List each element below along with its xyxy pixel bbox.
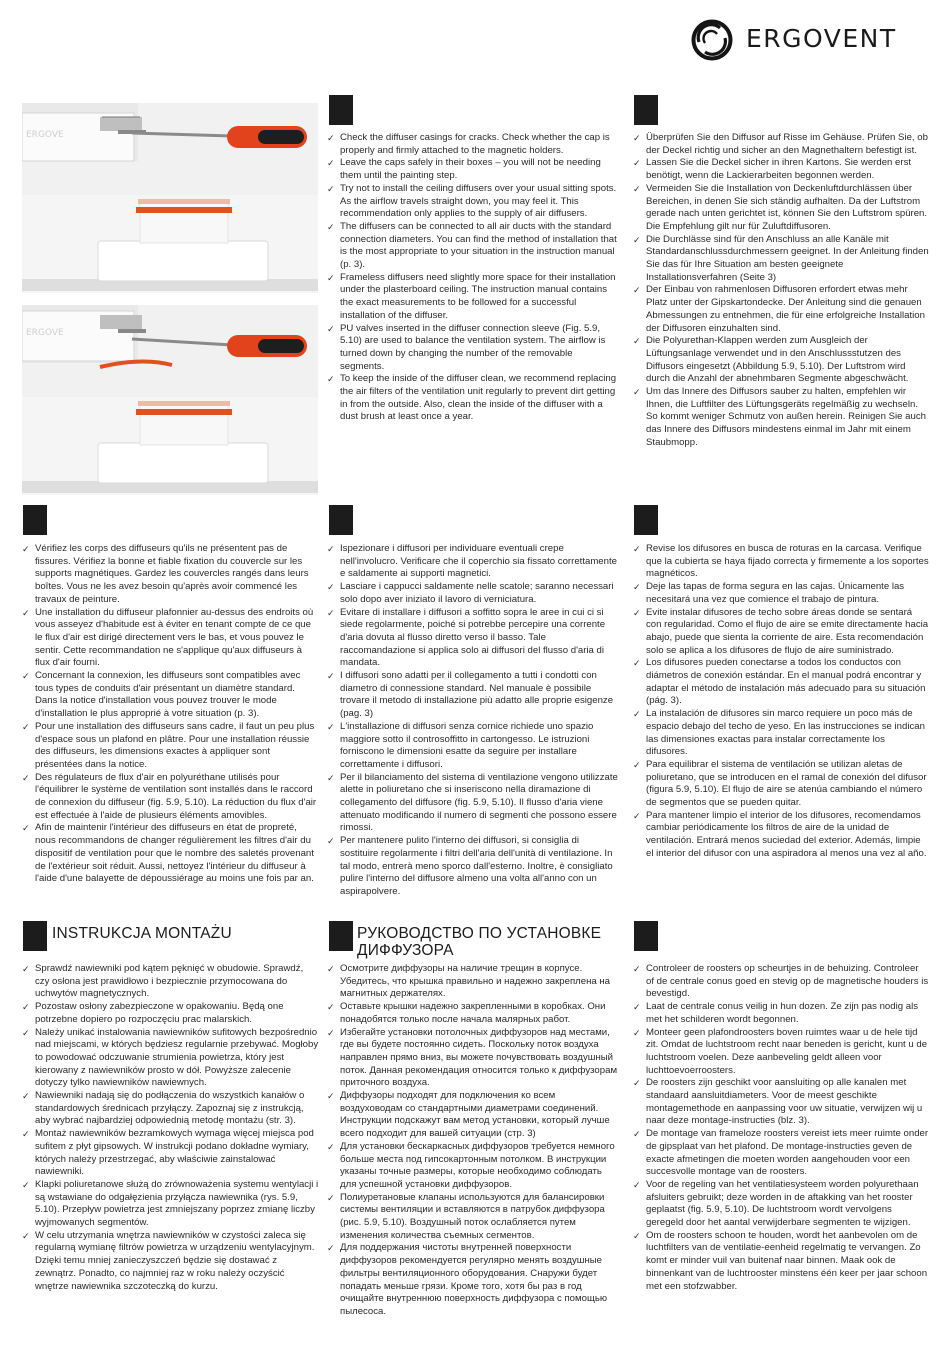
section-nl (633, 963, 929, 1293)
list-item: ✓ Los difusores pueden conectarse a todos los conductos con diámetros de conexión estándar. En el manual podrá encontrar y adaptar el método de instalación más adecuado para su situación (pág. 3). (633, 657, 929, 708)
list-item: ✓ Para mantener limpio el interior de los difusores, recomendamos cambiar periódicamente los filtros de aire de la unidad de ventilación. Entrará menos suciedad del exterior. Además, limpie el interior del difusor con una aspiradora al menos una vez al año. (633, 810, 929, 861)
list-item: ✓ Om de roosters schoon te houden, wordt het aanbevolen om de luchtfilters van de ventilatie-eenheid regelmatig te vervangen. Zo komt er minder vuil van buitenaf naar binnen. Maak ook de binnenkant van de luchtrooster minstens één keer per jaar schoon met een stofzwabber. (633, 1230, 929, 1294)
list-item: ✓ The diffusers can be connected to all air ducts with the standard connection diameters. You can find the method of installation that is the most appropriate to your situation in the instruction manual (p. 3). (327, 221, 619, 272)
list-item: ✓ Ispezionare i diffusori per individuare eventuali crepe nell'involucro. Verificare che il coperchio sia fissato correttamente e saldamente ai supporti magnetici. (327, 543, 620, 581)
list-item: ✓ Para equilibrar el sistema de ventilación se utilizan aletas de poliuretano, que se introducen en el ramal de conexión del difusor (figura 5.9, 5.10). El flujo de aire se atenúa cambiando el número de segmentos que se pueden quitar. (633, 759, 929, 810)
list-item: ✓ Der Einbau von rahmenlosen Diffusoren erfordert etwas mehr Platz unter der Gipskartondecke. Der Anleitung sind die genauen Abmessungen zu entnehmen, die für eine erfolgreiche Installation der Diffusoren einzuhalten sind. (633, 284, 929, 335)
section-title-pl: INSTRUKCJA MONTAŻU (52, 925, 232, 942)
list-item: ✓ Try not to install the ceiling diffusers over your usual sitting spots. As the airflow travels straight down, you may feel it. This recommendation only applies to the supply of air diffusers. (327, 183, 619, 221)
list-item: ✓ Die Durchlässe sind für den Anschluss an alle Kanäle mit Standardanschlussdurchmessern geeignet. In der Anleitung finden Sie das für Ihre Situation am besten geeignete Installationsverfahren (Seite 3) (633, 234, 929, 285)
list-item: ✓ La instalación de difusores sin marco requiere un poco más de espacio debajo del techo de yeso. En las instrucciones se indican las dimensiones exactas para instalar correctamente los difusores. (633, 708, 929, 759)
list-item: ✓ Überprüfen Sie den Diffusor auf Risse im Gehäuse. Prüfen Sie, ob der Deckel richtig und sicher an den Magnethaltern befestigt ist. (633, 132, 929, 157)
section-marker-pl (23, 921, 47, 951)
list-item: ✓ Des régulateurs de flux d'air en polyuréthane utilisés pour l'équilibrer le système de ventilation sont installés dans le raccord de connexion du diffuseur (fig. 5.9, 5.10). La réduction du flux d'air est effectuée à l'aide de plusieurs éléments amovibles. (22, 772, 319, 823)
list-item: ✓ Pozostaw osłony zabezpieczone w opakowaniu. Będą one potrzebne dopiero po rozpoczęciu prac malarskich. (22, 1001, 319, 1026)
list-item: ✓ Диффузоры подходят для подключения ко всем воздуховодам со стандартными диаметрами соединений. Инструкции подскажут вам метод установки, который лучше всего подходит для вашей ситуации (стр. 3) (327, 1090, 620, 1141)
list-item: ✓ Monteer geen plafondroosters boven ruimtes waar u de hele tijd zit. Omdat de luchtstroom recht naar beneden is gericht, kunt u de luchtstroom voelen. Deze aanbeveling geldt alleen voor luchttoevoerroosters. (633, 1027, 929, 1078)
section-ru (327, 963, 620, 1319)
list-item: ✓ Montaż nawiewników bezramkowych wymaga więcej miejsca pod sufitem z płyt gipsowych. W instrukcji podano dokładne wymiary, których należy przestrzegać, aby właściwie zainstalować nawiewniki. (22, 1128, 319, 1179)
list-item: ✓ Check the diffuser casings for cracks. Check whether the cap is properly and firmly attached to the magnetic holders. (327, 132, 619, 157)
list-item: ✓ Для установки бескаркасных диффузоров требуется немного больше места под гипсокартонным потолком. В инструкции указаны точные размеры, которые необходимо соблюдать для успешной установки диффузоров. (327, 1141, 620, 1192)
list-item: ✓ Pour une installation des diffuseurs sans cadre, il faut un peu plus d'espace sous un plafond en plâtre. Pour une installation réussie des diffuseurs, les dimensions exactes à appliquer sont présentées dans la notice. (22, 721, 319, 772)
list-item: ✓ Controleer de roosters op scheurtjes in de behuizing. Controleer of de centrale conus goed en stevig op de magnetische houders is bevestigd. (633, 963, 929, 1001)
list-item: ✓ Для поддержания чистоты внутренней поверхности диффузоров рекомендуется регулярно менять воздушные фильтры вентиляционного оборудования. Снаружи будет попадать меньше грязи. Кроме того, хотя бы раз в год очищайте внутреннюю поверхность диффузора с помощью пылесоса. (327, 1242, 620, 1318)
list-item: ✓ De montage van frameloze roosters vereist iets meer ruimte onder de gipsplaat van het plafond. De montage-instructies geven de exacte afmetingen die moeten worden aangehouden voor een succesvolle montage van de roosters. (633, 1128, 929, 1179)
section-title-ru: РУКОВОДСТВО ПО УСТАНОВКЕ ДИФФУЗОРА (357, 925, 602, 959)
section-marker-en (329, 95, 353, 125)
list-item: ✓ W celu utrzymania wnętrza nawiewników w czystości zaleca się regularną wymianę filtrów powietrza w urządzeniu wentylacyjnym. Dzięki temu mniej zanieczyszczeń będzie się dostawać z zewnątrz. Ponadto, co najmniej raz w roku należy oczyścić wnętrze nawiewnika szczoteczką do kurzu. (22, 1230, 319, 1294)
section-en (327, 132, 619, 424)
section-marker-de (634, 95, 658, 125)
list-item: ✓ Revise los difusores en busca de roturas en la carcasa. Verifique que la cubierta se haya fijado correcta y firmemente a los soportes magnéticos. (633, 543, 929, 581)
list-item: ✓ Deje las tapas de forma segura en las cajas. Únicamente las necesitará una vez que comience el trabajo de pintura. (633, 581, 929, 606)
list-item: ✓ Um das Innere des Diffusors sauber zu halten, empfehlen wir Ihnen, die Luftfilter des Lüftungsgeräts regelmäßig zu wechseln. So kommt weniger Schmutz von außen herein. Reinigen Sie auch das Innere des Diffusors mindestens einmal im Jahr mit einem Staubmopp. (633, 386, 929, 450)
list-item: ✓ Die Polyurethan-Klappen werden zum Ausgleich der Lüftungsanlage verwendet und in den Anschlussstutzen des Diffusors eingesetzt (Abbildung 5.9, 5.10). Der Luftstrom wird durch die Anzahl der abnehmbaren Segmente abgeschwächt. (633, 335, 929, 386)
list-item: ✓ Осмотрите диффузоры на наличие трещин в корпусе. Убедитесь, что крышка правильно и надежно закреплена на магнитных держателях. (327, 963, 620, 1001)
list-item: ✓ Sprawdź nawiewniki pod kątem pęknięć w obudowie. Sprawdź, czy osłona jest prawidłowo i bezpiecznie przymocowana do uchwytów magnetycznych. (22, 963, 319, 1001)
list-item: ✓ I diffusori sono adatti per il collegamento a tutti i condotti con diametro di connessione standard. Nel manuale è possibile trovare il metodo di installazione più adatto alle proprie esigenze (pag. 3) (327, 670, 620, 721)
list-item: ✓ PU valves inserted in the diffuser connection sleeve (Fig. 5.9, 5.10) are used to balance the ventilation system. The airflow is turned down by changing the number of the removable segments. (327, 323, 619, 374)
list-item: ✓ Concernant la connexion, les diffuseurs sont compatibles avec tous types de conduits d'air présentant un diamètre standard. Dans la notice d'installation vous pouvez trouver le mode d'installation le plus approprié à votre situation (p. 3). (22, 670, 319, 721)
list-item: ✓ Należy unikać instalowania nawiewników sufitowych bezpośrednio nad miejscami, w których będziesz regularnie przebywać. Mogłoby to powodować odczuwanie strumienia powietrza, który jest kierowany z nawiewników prosto w dół. Powyższe zalecenie dotyczy tylko nawiewników nawiewnych. (22, 1027, 319, 1091)
section-marker-fr (23, 505, 47, 535)
list-item: ✓ Per mantenere pulito l'interno dei diffusori, si consiglia di sostituire regolarmente i filtri dell'aria dell'unità di ventilazione. In tal modo, entrerà meno sporco dall'esterno. Inoltre, è consigliato pulire l'interno del diffusore almeno una volta all'anno con un aspirapolvere. (327, 835, 620, 899)
section-marker-nl (634, 921, 658, 951)
list-item: ✓ Voor de regeling van het ventilatiesysteem worden polyurethaan afsluiters gebruikt; deze worden in de aftakking van het rooster geplaatst (fig. 5.9, 5.10). De luchtstroom wordt vervolgens geregeld door het aantal verwijderbare segmenten te wijzigen. (633, 1179, 929, 1230)
list-item: ✓ Lassen Sie die Deckel sicher in ihren Kartons. Sie werden erst benötigt, wenn die Lackierarbeiten begonnen werden. (633, 157, 929, 182)
list-item: ✓ Vérifiez les corps des diffuseurs qu'ils ne présentent pas de fissures. Vérifiez la bonne et fiable fixation du couvercle sur les supports magnétiques. Gardez les couvercles rangés dans leurs boîtes. Vous ne les avez besoin qu'après avoir commencé les travaux de peinture. (22, 543, 319, 607)
list-item: ✓ Evite instalar difusores de techo sobre áreas donde se sentará con regularidad. Como el flujo de aire se emite directamente hacia abajo, puede que sienta la corriente de aire. Esta recomendación solo se aplica a los difusores de flujo de aire suministrado. (633, 607, 929, 658)
section-it (327, 543, 620, 899)
ergovent-logo-mark-icon (690, 18, 734, 62)
section-fr (22, 543, 319, 886)
list-item: ✓ Nawiewniki nadają się do podłączenia do wszystkich kanałów o standardowych średnicach przyłączy. Zapoznaj się z instrukcją, aby wybrać najbardziej odpowiednią metodę montażu (str. 3). (22, 1090, 319, 1128)
section-marker-it (329, 505, 353, 535)
section-pl (22, 963, 319, 1293)
brand-name: ERGOVENT (746, 24, 897, 53)
list-item: ✓ Une installation du diffuseur plafonnier au-dessus des endroits où vous asseyez d'habitude est à éviter en tenant compte de ce que le flux d'air est dirigé directement vers le bas, et vous pouvez le sentir. Cette recommandation ne s'applique qu'aux diffuseurs à flux d'air fourni. (22, 607, 319, 671)
photo-diffuser-screwdriver-2 (22, 305, 318, 495)
list-item: ✓ Evitare di installare i diffusori a soffitto sopra le aree in cui ci si siede regolarmente, poiché si potrebbe percepire una corrente d'aria dovuta al flusso diretto verso il basso. Tale raccomandazione si applica solo ai diffusori del flusso d'aria di mandata. (327, 607, 620, 671)
list-item: ✓ Lasciare i cappucci saldamente nelle scatole; saranno necessari solo dopo aver iniziato il lavoro di verniciatura. (327, 581, 620, 606)
svg-text:ERGOVE: ERGOVE (26, 328, 64, 338)
ergovent-logo (690, 18, 935, 60)
list-item: ✓ Избегайте установки потолочных диффузоров над местами, где вы будете постоянно сидеть. Поскольку поток воздуха направлен прямо вниз, вы можете почувствовать воздушный поток. Данная рекомендация относится только к диффузорам приточного воздуха. (327, 1027, 620, 1091)
section-marker-ru (329, 921, 353, 951)
list-item: ✓ Per il bilanciamento del sistema di ventilazione vengono utilizzate alette in poliuretano che si inseriscono nella diramazione di collegamento del diffusore (fig. 5.9, 5.10). Il flusso d'aria viene attenuato modificando il numero di segmenti che possono essere rimossi. (327, 772, 620, 836)
list-item: ✓ Vermeiden Sie die Installation von Deckenluftdurchlässen über Bereichen, in denen Sie sich ständig aufhalten. Da der Luftstrom gerade nach unten gerichtet ist, können Sie den Luftstrom spüren. Die Empfehlung gilt nur für Zuluftdiffusoren. (633, 183, 929, 234)
list-item: ✓ Оставьте крышки надежно закрепленными в коробках. Они понадобятся только после начала малярных работ. (327, 1001, 620, 1026)
section-marker-es (634, 505, 658, 535)
product-photos (22, 103, 318, 495)
list-item: ✓ Afin de maintenir l'intérieur des diffuseurs en état de propreté, nous recommandons de changer régulièrement les filtres d'air du dispositif de ventilation pour que le nombre des saletés provenant de l'extérieur soit réduit. Aussi, nettoyez l'intérieur du diffuseur à l'aide d'une balayette de dépoussiérage au moins une fois par an. (22, 822, 319, 886)
list-item: ✓ Полиуретановые клапаны используются для балансировки системы вентиляции и вставляются в патрубок диффузора (рис. 5.9, 5.10). Воздушный поток ослабляется путем изменения количества съемных сегментов. (327, 1192, 620, 1243)
list-item: ✓ Frameless diffusers need slightly more space for their installation under the plasterboard ceiling. The instruction manual contains the exact measurements to be followed for a successful installation of the diffuser. (327, 272, 619, 323)
svg-text:ERGOVE: ERGOVE (26, 130, 64, 140)
list-item: ✓ Leave the caps safely in their boxes – you will not be needing them until the painting step. (327, 157, 619, 182)
list-item: ✓ L'installazione di diffusori senza cornice richiede uno spazio maggiore sotto il controsoffitto in cartongesso. Le istruzioni forniscono le dimensioni esatte da seguire per installare correttamente i diffusori. (327, 721, 620, 772)
list-item: ✓ De roosters zijn geschikt voor aansluiting op alle kanalen met standaard aansluitdiameters. Voor de meest geschikte montagemethode en aanpassing voor uw situatie, verwijzen wij u naar deze montage-instructies (blz. 3). (633, 1077, 929, 1128)
list-item: ✓ Klapki poliuretanowe służą do zrównoważenia systemu wentylacji i są wstawiane do odgałęzienia przyłącza nawiewnika (rys. 5.9, 5.10). Przepływ powietrza jest zmniejszany poprzez zmianę liczby wyjmowanych segmentów. (22, 1179, 319, 1230)
list-item: ✓ Laat de centrale conus veilig in hun dozen. Ze zijn pas nodig als met het schilderen wordt begonnen. (633, 1001, 929, 1026)
section-es (633, 543, 929, 861)
photo-diffuser-screwdriver-1 (22, 103, 318, 293)
list-item: ✓ To keep the inside of the diffuser clean, we recommend replacing the air filters of the ventilation unit regularly to prevent dirt getting in from the outside. Also, clean the inside of the diffuser with a dust brush at least once a year. (327, 373, 619, 424)
section-de (633, 132, 929, 450)
